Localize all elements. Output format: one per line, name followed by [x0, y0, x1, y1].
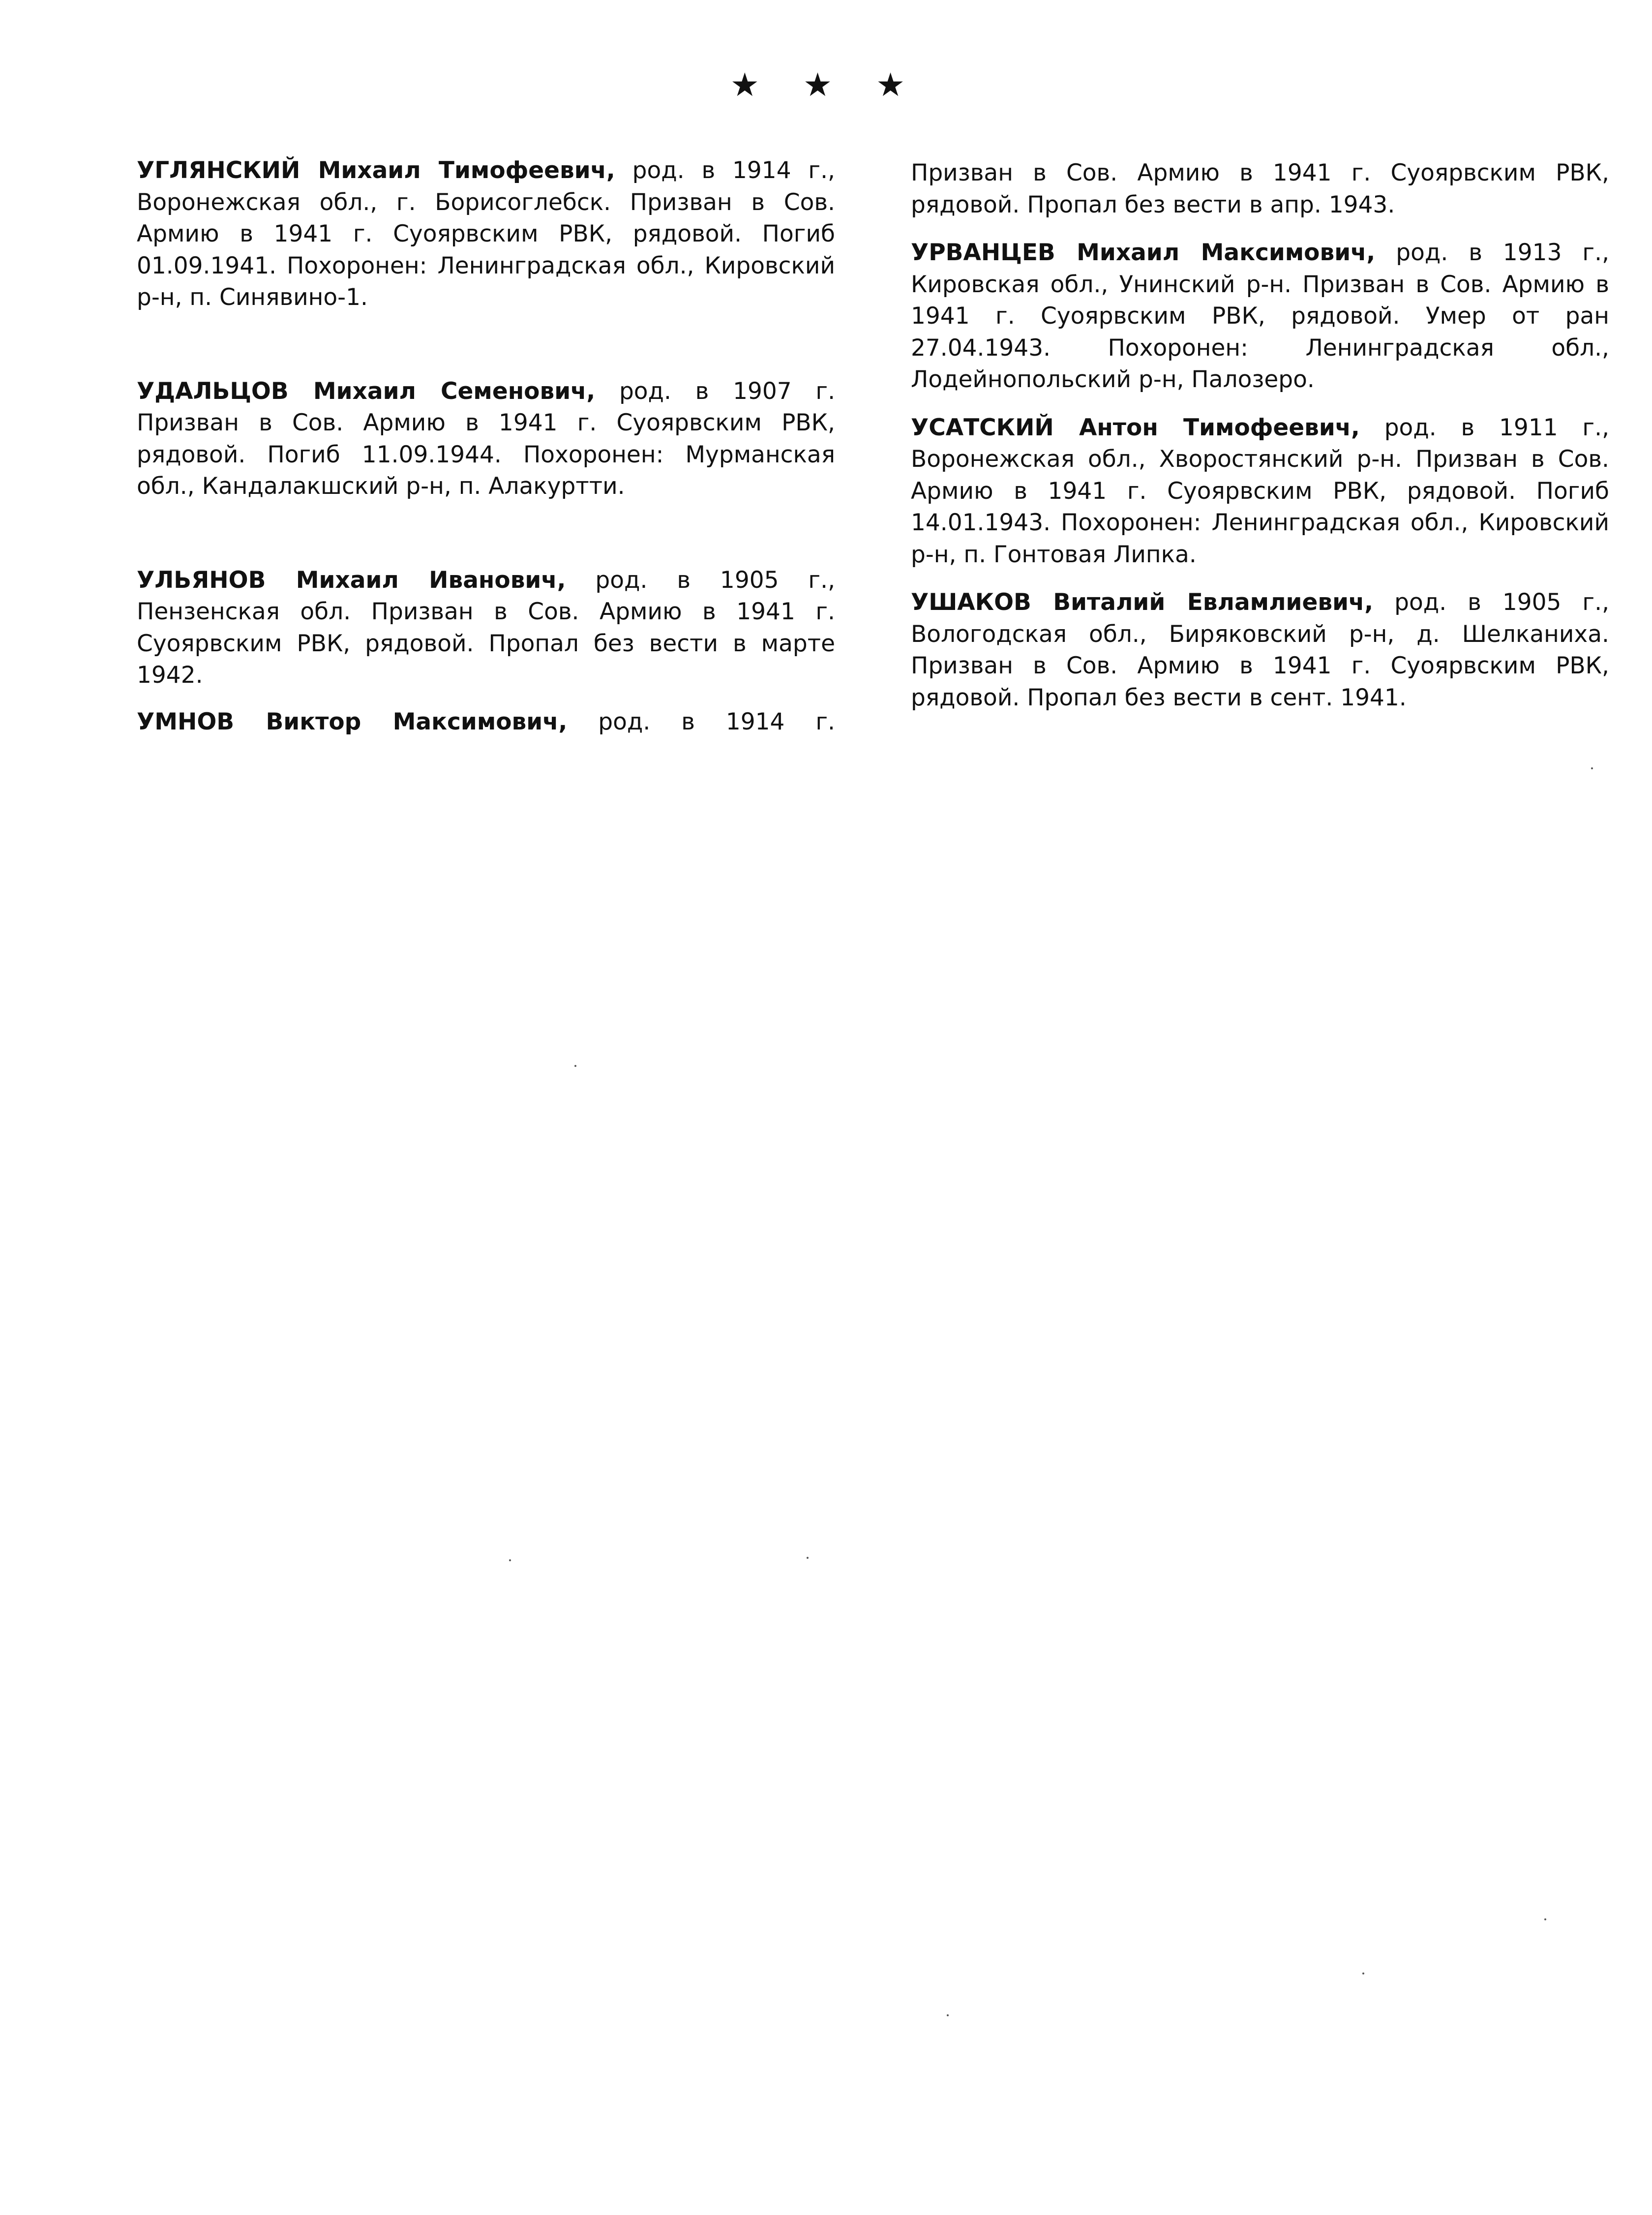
scan-speck [574, 1065, 576, 1067]
scan-speck [807, 1557, 809, 1559]
entry-umnov-continued [911, 157, 1609, 221]
scan-speck [1591, 767, 1593, 769]
entry-name: УЛЬЯНОВ Михаил Иванович, [137, 566, 566, 594]
entry-name: УГЛЯНСКИЙ Михаил Тимофеевич, [137, 157, 615, 184]
entry-urvantsev [911, 237, 1609, 396]
entry-text: Призван в Сов. Армию в 1941 г. Суоярвским РВК, рядовой. Пропал без вести в апр. 1943. [911, 159, 1609, 218]
section-separator: ★ ★ ★ [730, 66, 922, 104]
scan-speck [1544, 1918, 1546, 1920]
scan-speck [1362, 1972, 1364, 1974]
entry-uglyansky [137, 155, 835, 314]
entry-text: род. в 1905 г., Вологодская обл., Биряковский р-н, д. Шелканиха. Призван в Сов. Армию в 1941 г. Суоярвским РВК, рядовой. Пропал без вести в сент. 1941. [911, 589, 1610, 711]
entry-name: УСАТСКИЙ Антон Тимофеевич, [911, 414, 1360, 441]
entry-usatsky [911, 412, 1609, 571]
entry-name: УДАЛЬЦОВ Михаил Семенович, [137, 377, 596, 405]
entry-text: род. в 1905 г., Пензенская обл. Призван в Сов. Армию в 1941 г. Суоярвским РВК, рядовой. Пропал без вести в марте 1942. [137, 566, 836, 689]
scan-speck [509, 1559, 511, 1561]
entry-name: УШАКОВ Виталий Евламлиевич, [911, 589, 1374, 616]
entry-name: УРВАНЦЕВ Михаил Максимович, [911, 239, 1376, 266]
entry-name: УМНОВ Виктор Максимович, [137, 708, 568, 735]
entry-text: род. в 1911 г., Воронежская обл., Хворостянский р-н. Призван в Сов. Армию в 1941 г. Суоярвским РВК, рядовой. Погиб 14.01.1943. Похоронен: Ленинградская обл., Кировский р-н, п. Гонтовая Липка. [911, 414, 1610, 568]
left-column [137, 155, 835, 738]
entry-udaltsov [137, 376, 835, 503]
scan-speck [947, 2014, 949, 2016]
entry-text: род. в 1913 г., Кировская обл., Унинский р-н. Призван в Сов. Армию в 1941 г. Суоярвским РВК, рядовой. Умер от ран 27.04.1943. Похоронен: Ленинградская обл., Лодейнопольский р-н, Палозеро. [911, 239, 1610, 393]
entry-text: род. в 1914 г. [567, 708, 835, 735]
right-column [911, 157, 1609, 714]
entry-text: род. в 1907 г. Призван в Сов. Армию в 1941 г. Суоярвским РВК, рядовой. Погиб 11.09.1944. Похоронен: Мурманская обл., Кандалакшский р-н, п. Алакуртти. [137, 377, 836, 500]
entry-ushakov [911, 587, 1609, 714]
entry-text: род. в 1914 г., Воронежская обл., г. Борисоглебск. Призван в Сов. Армию в 1941 г. Суоярвским РВК, рядовой. Погиб 01.09.1941. Похоронен: Ленинградская обл., Кировский р-н, п. Синявино-1. [137, 157, 835, 311]
entry-ulyanov [137, 565, 835, 692]
entry-umnov [137, 706, 835, 738]
